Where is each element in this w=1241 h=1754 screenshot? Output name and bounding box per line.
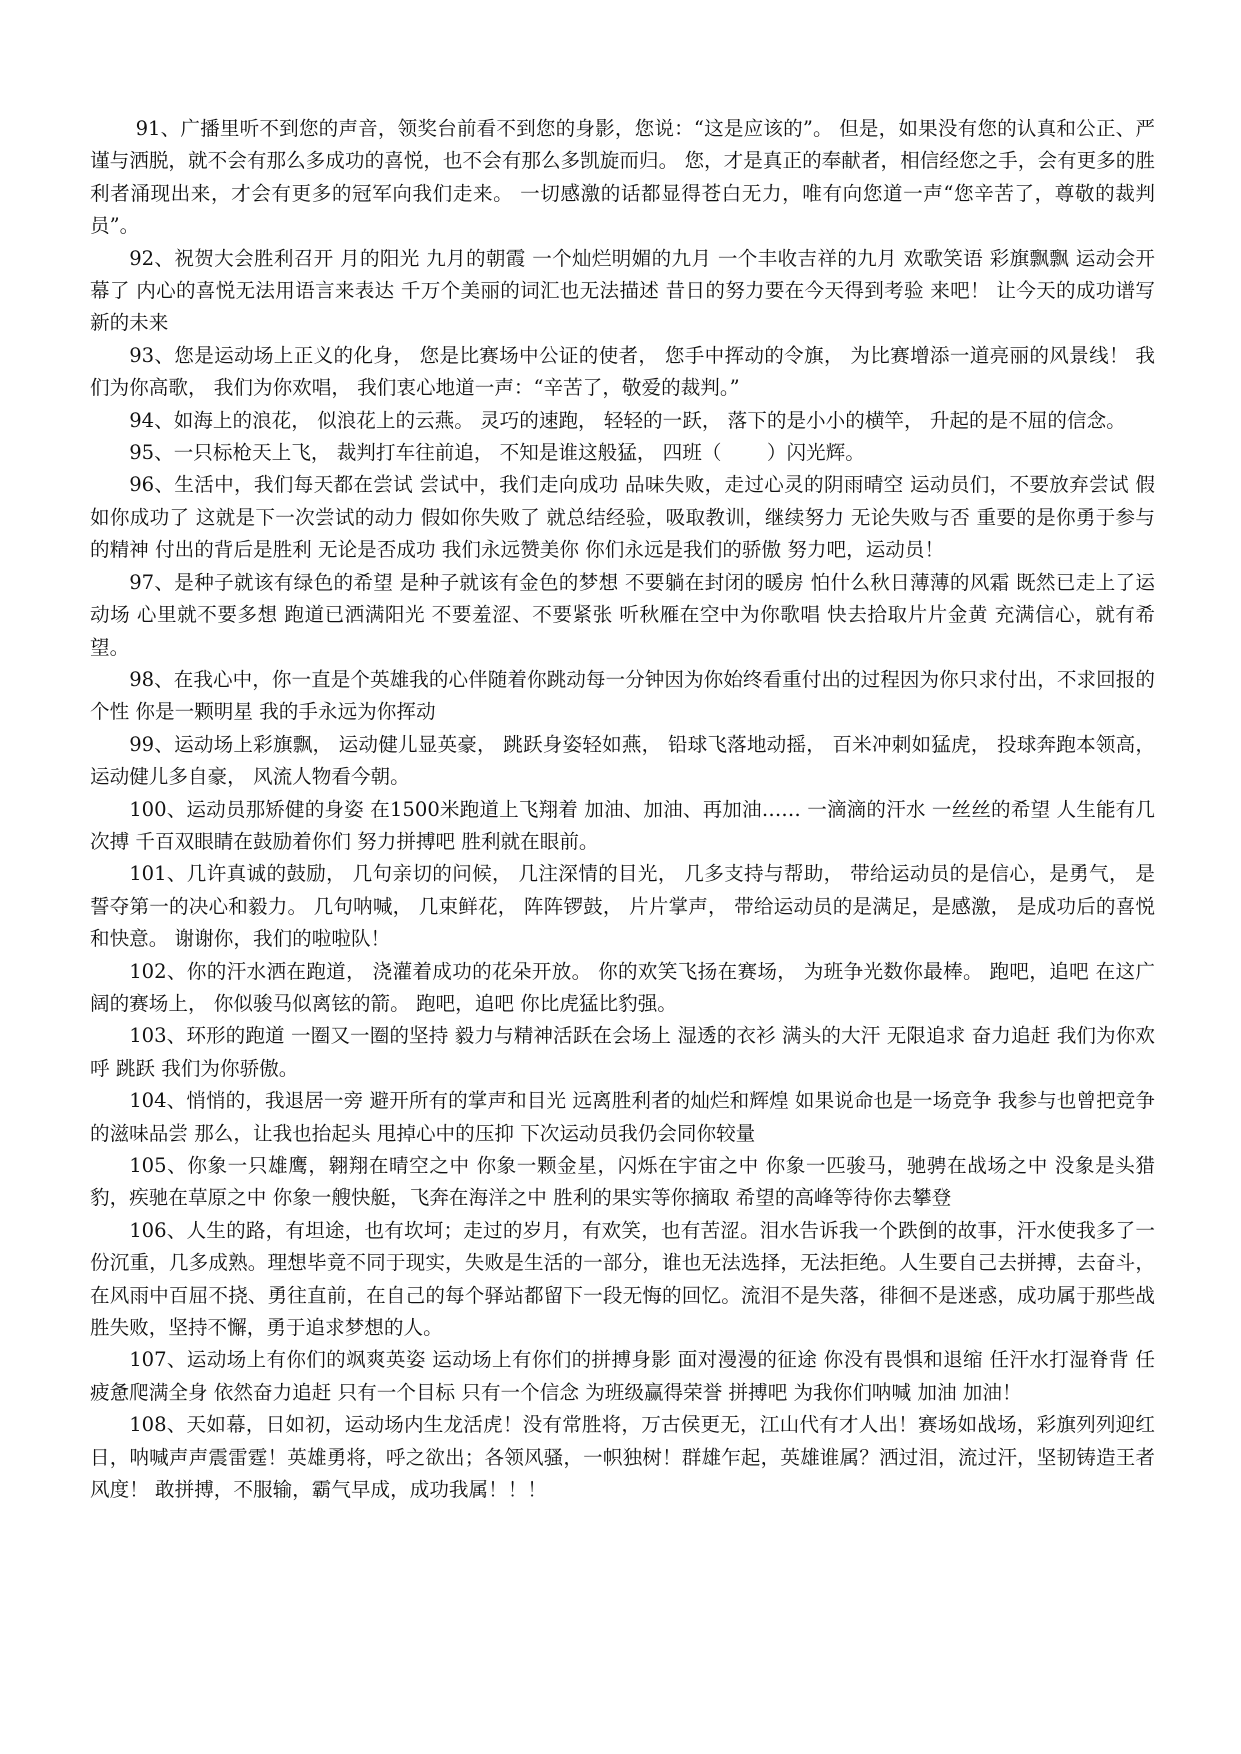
paragraph-99: 99、运动场上彩旗飘， 运动健儿显英豪， 跳跃身姿轻如燕， 铅球飞落地动摇， 百米冲刺如猛虎， 投球奔跑本领高， 运动健儿多自豪， 风流人物看今朝。 — [90, 732, 1162, 789]
paragraph-96: 96、生活中，我们每天都在尝试 尝试中，我们走向成功 品味失败，走过心灵的阴雨晴空 运动员们，不要放弃尝试 假如你成功了 这就是下一次尝试的动力 假如你失败了 就总结经验，吸取教训，继续努力 无论失败与否 重要的是你勇于参与的精神 付出的背后是胜利 无论是否成功 我们永远赞美你 你们永远是我们的骄傲 努力吧，运动员！ — [90, 473, 1155, 562]
paragraph-106: 106、人生的路，有坦途，也有坎坷；走过的岁月，有欢笑，也有苦涩。泪水告诉我一个跌倒的故事，汗水使我多了一份沉重，几多成熟。理想毕竟不同于现实，失败是生活的一部分，谁也无法选择，无法拒绝。人生要自己去拼搏，去奋斗，在风雨中百屈不挠、勇往直前，在自己的每个驿站都留下一段无悔的回忆。流泪不是失落，徘徊不是迷惑，成功属于那些战胜失败，坚持不懈，勇于追求梦想的人。 — [90, 1218, 1155, 1340]
paragraph-93: 93、您是运动场上正义的化身， 您是比赛场中公证的使者， 您手中挥动的令旗， 为比赛增添一道亮丽的风景线！ 我们为你高歌， 我们为你欢唱， 我们衷心地道一声：“辛苦了，敬爱的裁判。” — [90, 343, 1155, 400]
paragraph-94: 94、如海上的浪花， 似浪花上的云燕。 灵巧的速跑， 轻轻的一跃， 落下的是小小的横竿， 升起的是不屈的信念。 — [129, 408, 1126, 432]
paragraph-98: 98、在我心中，你一直是个英雄我的心伴随着你跳动每一分钟因为你始终看重付出的过程因为你只求付出，不求回报的个性 你是一颗明星 我的手永远为你挥动 — [90, 667, 1155, 724]
paragraph-104: 104、悄悄的，我退居一旁 避开所有的掌声和目光 远离胜利者的灿烂和辉煌 如果说命也是一场竞争 我参与也曾把竞争的滋味品尝 那么，让我也抬起头 甩掉心中的压抑 下次运动员我仍会同你较量 — [90, 1089, 1155, 1145]
paragraph-105: 105、你象一只雄鹰，翱翔在晴空之中 你象一颗金星，闪烁在宇宙之中 你象一匹骏马，驰骋在战场之中 没象是头猎豹，疾驰在草原之中 你象一艘快艇，飞奔在海洋之中 胜利的果实等你摘取 希望的高峰等待你去攀登 — [90, 1154, 1155, 1210]
paragraph-97: 97、是种子就该有绿色的希望 是种子就该有金色的梦想 不要躺在封闭的暖房 怕什么秋日薄薄的风霜 既然已走上了运动场 心里就不要多想 跑道已洒满阳光 不要羞涩、不要紧张 听秋雁在空中为你歌唱 快去拾取片片金黄 充满信心，就有希望。 — [90, 570, 1155, 659]
paragraph-100: 100、运动员那矫健的身姿 在1500米跑道上飞翔着 加油、加油、再加油…… 一滴滴的汗水 一丝丝的希望 人生能有几次搏 千百双眼睛在鼓励着你们 努力拼搏吧 胜利就在眼前。 — [90, 797, 1155, 853]
paragraph-103: 103、环形的跑道 一圈又一圈的坚持 毅力与精神活跃在会场上 湿透的衣衫 满头的大汗 无限追求 奋力追赶 我们为你欢呼 跳跃 我们为你骄傲。 — [90, 1024, 1155, 1080]
paragraph-95: 95、一只标枪天上飞， 裁判打车往前追， 不知是谁这般猛， 四班（ ）闪光辉。 — [129, 441, 865, 465]
document-body — [90, 113, 1162, 1506]
paragraph-92: 92、祝贺大会胜利召开 月的阳光 九月的朝霞 一个灿烂明媚的九月 一个丰收吉祥的九月 欢歌笑语 彩旗飘飘 运动会开幕了 内心的喜悦无法用语言来表达 千万个美丽的词汇也无法描述 昔日的努力要在今天得到考验 来吧！ 让今天的成功谱写新的未来 — [90, 246, 1155, 335]
paragraph-102: 102、你的汗水洒在跑道， 浇灌着成功的花朵开放。 你的欢笑飞扬在赛场， 为班争光数你最棒。 跑吧，追吧 在这广阔的赛场上， 你似骏马似离铉的箭。 跑吧，追吧 你比虎猛比豹强。 — [90, 959, 1155, 1015]
paragraph-108: 108、天如幕，日如初，运动场内生龙活虎！没有常胜将，万古侯更无，江山代有才人出！赛场如战场，彩旗列列迎红日，呐喊声声震雷霆！英雄勇将，呼之欲出；各领风骚，一帜独树！群雄乍起，英雄谁属？洒过泪，流过汗，坚韧铸造王者风度！ 敢拼搏，不服输，霸气早成，成功我属！！！ — [90, 1413, 1155, 1502]
paragraph-107: 107、运动场上有你们的飒爽英姿 运动场上有你们的拼搏身影 面对漫漫的征途 你没有畏惧和退缩 任汗水打湿脊背 任疲惫爬满全身 依然奋力追赶 只有一个目标 只有一个信念 为班级赢得荣誉 拼搏吧 为我你们呐喊 加油 加油！ — [90, 1348, 1155, 1404]
paragraph-91: 91、广播里听不到您的声音，领奖台前看不到您的身影，您说：“这是应该的”。 但是，如果没有您的认真和公正、严谨与洒脱，就不会有那么多成功的喜悦，也不会有那么多凯旋而归。 您，才是真正的奉献者，相信经您之手，会有更多的胜利者涌现出来，才会有更多的冠军向我们走来。 一切感激的话都显得苍白无力，唯有向您道一声“您辛苦了，尊敬的裁判员”。 — [90, 117, 1155, 238]
paragraph-101: 101、几许真诚的鼓励， 几句亲切的问候， 几注深情的目光， 几多支持与帮助， 带给运动员的是信心，是勇气， 是誓夺第一的决心和毅力。 几句呐喊， 几束鲜花， 阵阵锣鼓， 片片掌声， 带给运动员的是满足，是感激， 是成功后的喜悦和快意。 谢谢你，我们的啦啦队！ — [90, 862, 1155, 951]
